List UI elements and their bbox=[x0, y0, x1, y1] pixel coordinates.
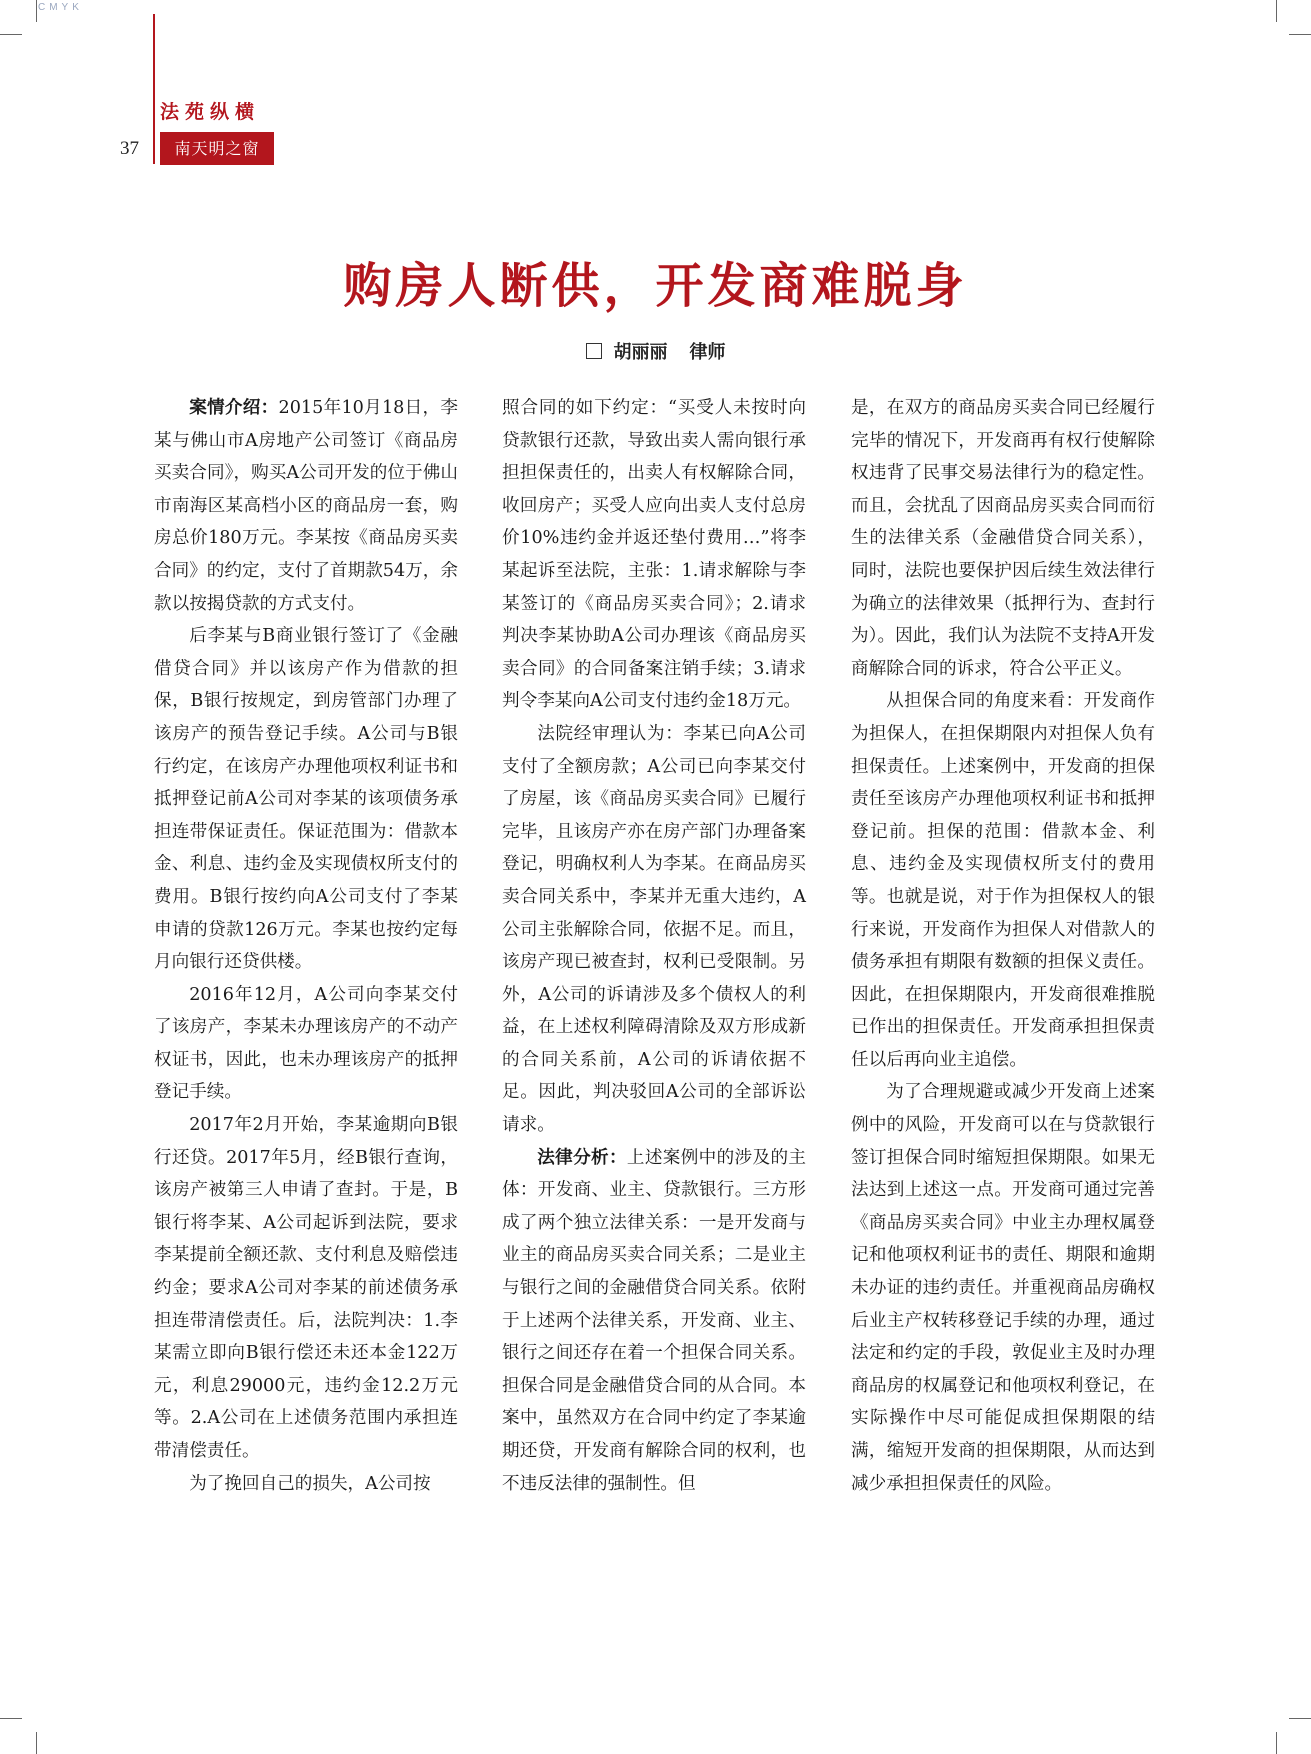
paragraph-text: 为了合理规避或减少开发商上述案例中的风险，开发商可以在与贷款银行签订担保合同时缩短担保期限。如果无法达到上述这一点。开发商可通过完善《商品房买卖合同》中业主办理权属登记和他项权利证书的责任、期限和逾期未办证的违约责任。并重视商品房确权后业主产权转移登记手续的办理，通过法定和约定的手段，敦促业主及时办理商品房的权属登记和他项权利登记，在实际操作中尽可能促成担保期限的结满，缩短开发商的担保期限，从而达到减少承担担保责任的风险。 bbox=[851, 1082, 1155, 1494]
paragraph bbox=[154, 979, 458, 1109]
crop-mark bbox=[36, 0, 37, 22]
crop-mark bbox=[0, 34, 22, 35]
author-role: 律师 bbox=[689, 342, 726, 363]
paragraph-text: 上述案例中的涉及的主体：开发商、业主、贷款银行。三方形成了两个独立法律关系：一是开发商与业主的商品房买卖合同关系；二是业主与银行之间的金融借贷合同关系。依附于上述两个法律关系，开发商、业主、银行之间还存在着一个担保合同关系。担保合同是金融借贷合同的从合同。本案中，虽然双方在合同中约定了李某逾期还贷，开发商有解除合同的权利，也不违反法律的强制性。但 bbox=[502, 1147, 806, 1494]
paragraph bbox=[154, 392, 458, 620]
header-rule bbox=[153, 14, 155, 164]
paragraph-text: 后李某与B商业银行签订了《金融借贷合同》并以该房产作为借款的担保，B银行按规定，到房管部门办理了该房产的预告登记手续。A公司与B银行约定，在该房产办理他项权利证书和抵押登记前A公司对李某的该项债务承担连带保证责任。保证范围为：借款本金、利息、违约金及实现债权所支付的费用。B银行按约向A公司支付了李某申请的贷款126万元。李某也按约定每月向银行还贷供楼。 bbox=[154, 626, 458, 973]
crop-mark bbox=[1276, 1732, 1277, 1754]
body-column-3 bbox=[851, 392, 1155, 1500]
paragraph bbox=[851, 685, 1155, 1076]
section-label: 南天明之窗 bbox=[160, 132, 274, 165]
crop-mark bbox=[36, 1732, 37, 1754]
body-column-1 bbox=[154, 392, 458, 1500]
paragraph bbox=[154, 620, 458, 979]
paragraph-text: 2017年2月开始，李某逾期向B银行还贷。2017年5月，经B银行查询，该房产被第三人申请了查封。于是，B银行将李某、A公司起诉到法院，要求李某提前全额还款、支付利息及赔偿违约金；要求A公司对李某的前述债务承担连带清偿责任。后，法院判决：1.李某需立即向B银行偿还未还本金122万元，利息29000元，违约金12.2万元等。2.A公司在上述债务范围内承担连带清偿责任。 bbox=[154, 1115, 458, 1461]
article-title: 购房人断供，开发商难脱身 bbox=[343, 258, 968, 314]
crop-mark bbox=[1289, 34, 1311, 35]
paragraph-text: 从担保合同的角度来看：开发商作为担保人，在担保期限内对担保人负有担保责任。上述案例中，开发商的担保责任至该房产办理他项权利证书和抵押登记前。担保的范围：借款本金、利息、违约金及实现债权所支付的费用等。也就是说，对于作为担保权人的银行来说，开发商作为担保人对借款人的债务承担有期限有数额的担保义责任。因此，在担保期限内，开发商很难推脱已作出的担保责任。开发商承担担保责任以后再向业主追偿。 bbox=[851, 691, 1155, 1070]
cmyk-color-bar: CMYK bbox=[38, 2, 83, 13]
crop-mark bbox=[1289, 1718, 1311, 1719]
paragraph-text: 为了挽回自己的损失，A公司按 bbox=[189, 1473, 431, 1494]
byline-box-icon bbox=[586, 343, 602, 359]
paragraph-text: 2015年10月18日，李某与佛山市A房地产公司签订《商品房买卖合同》，购买A公司开发的位于佛山市南海区某高档小区的商品房一套，购房总价180万元。李某按《商品房买卖合同》的约定，支付了首期款54万，余款以按揭贷款的方式支付。 bbox=[154, 398, 458, 614]
paragraph-lead: 法律分析： bbox=[537, 1147, 627, 1168]
crop-mark bbox=[0, 1718, 22, 1719]
byline bbox=[0, 338, 1311, 364]
paragraph bbox=[502, 718, 806, 1142]
paragraph bbox=[851, 1076, 1155, 1500]
paragraph bbox=[154, 1468, 458, 1501]
paragraph bbox=[851, 392, 1155, 685]
paragraph-text: 照合同的如下约定：“买受人未按时向贷款银行还款，导致出卖人需向银行承担担保责任的，出卖人有权解除合同，收回房产；买受人应向出卖人支付总房价10%违约金并返还垫付费用…”将李某起诉至法院，主张：1.请求解除与李某签订的《商品房买卖合同》；2.请求判决李某协助A公司办理该《商品房买卖合同》的合同备案注销手续；3.请求判令李某向A公司支付违约金18万元。 bbox=[502, 398, 806, 712]
paragraph bbox=[502, 1142, 806, 1501]
author-name: 胡丽丽 bbox=[613, 342, 668, 363]
paragraph-text: 2016年12月，A公司向李某交付了该房产，李某未办理该房产的不动产权证书，因此，也未办理该房产的抵押登记手续。 bbox=[154, 984, 458, 1103]
paragraph bbox=[502, 392, 806, 718]
body-column-2 bbox=[502, 392, 806, 1500]
paragraph-lead: 案情介绍： bbox=[189, 398, 279, 418]
column-name: 法苑纵横 bbox=[160, 101, 261, 123]
paragraph bbox=[154, 1109, 458, 1468]
paragraph-text: 是，在双方的商品房买卖合同已经履行完毕的情况下，开发商再有权行使解除权违背了民事交易法律行为的稳定性。而且，会扰乱了因商品房买卖合同而衍生的法律关系（金融借贷合同关系），同时，法院也要保护因后续生效法律行为确立的法律效果（抵押行为、查封行为）。因此，我们认为法院不支持A开发商解除合同的诉求，符合公平正义。 bbox=[851, 398, 1155, 679]
crop-mark bbox=[1276, 0, 1277, 22]
paragraph-text: 法院经审理认为：李某已向A公司支付了全额房款；A公司已向李某交付了房屋，该《商品房买卖合同》已履行完毕，且该房产亦在房产部门办理备案登记，明确权利人为李某。在商品房买卖合同关系中，李某并无重大违约，A公司主张解除合同，依据不足。而且，该房产现已被查封，权利已受限制。另外，A公司的诉请涉及多个债权人的利益，在上述权利障碍清除及双方形成新的合同关系前，A公司的诉请依据不足。因此，判决驳回A公司的全部诉讼请求。 bbox=[502, 723, 806, 1136]
page-number: 37 bbox=[120, 138, 139, 159]
